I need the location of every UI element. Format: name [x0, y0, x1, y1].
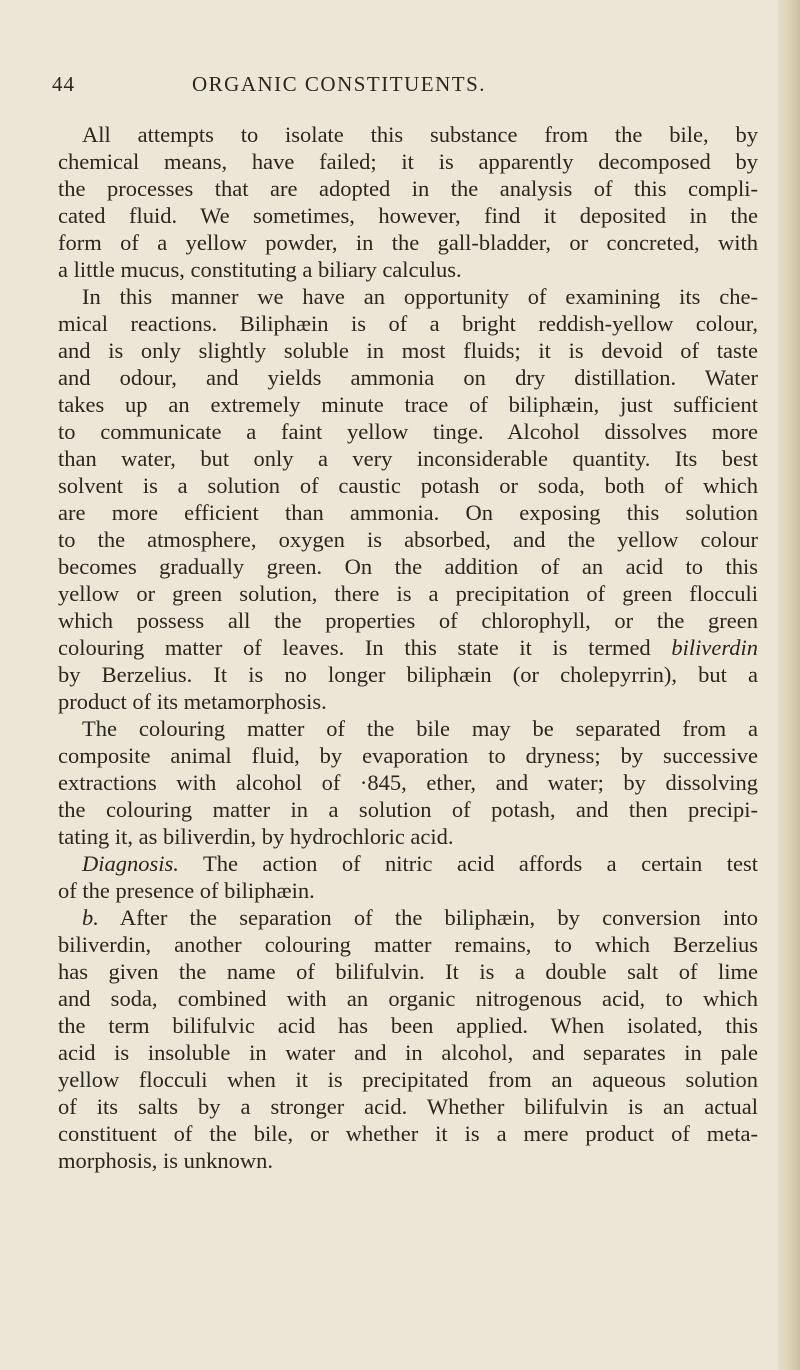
page-title: ORGANIC CONSTITUENTS.	[192, 72, 486, 96]
body-text	[58, 121, 758, 1174]
text-line: the term bilifulvic acid has been applied. When isolated, this	[58, 1013, 758, 1038]
text-line: are more efficient than ammonia. On exposing this solution	[58, 500, 758, 525]
page-edge	[778, 0, 800, 1370]
text-line: by Berzelius. It is no longer biliphæin (or cholepyrrin), but a	[58, 662, 758, 687]
text-line: yellow flocculi when it is precipitated from an aqueous solution	[58, 1067, 758, 1092]
page-number: 44	[52, 72, 75, 96]
text-line: In this manner we have an opportunity of examining its che-	[82, 284, 758, 309]
text-line: than water, but only a very inconsiderable quantity. Its best	[58, 446, 758, 471]
text-line: of the presence of biliphæin.	[58, 878, 315, 903]
text-segment: After the separation of the biliphæin, by conversion into	[119, 905, 758, 930]
text-line: mical reactions. Biliphæin is of a bright reddish-yellow colour,	[58, 311, 758, 336]
text-line: has given the name of bilifulvin. It is a double salt of lime	[58, 959, 758, 984]
text-line: cated fluid. We sometimes, however, find it deposited in the	[58, 203, 758, 228]
text-line: composite animal fluid, by evaporation to dryness; by successive	[58, 743, 758, 768]
text-line: product of its metamorphosis.	[58, 689, 327, 714]
text-line: and is only slightly soluble in most fluids; it is devoid of taste	[58, 338, 758, 363]
text-line: acid is insoluble in water and in alcohol, and separates in pale	[58, 1040, 758, 1065]
text-line: form of a yellow powder, in the gall-bladder, or concreted, with	[58, 230, 758, 255]
text-line: becomes gradually green. On the addition of an acid to this	[58, 554, 758, 579]
text-line: chemical means, have failed; it is apparently decomposed by	[58, 149, 758, 174]
text-line: the colouring matter in a solution of potash, and then precipi-	[58, 797, 758, 822]
text-line: the processes that are adopted in the analysis of this compli-	[58, 176, 758, 201]
text-line: of its salts by a stronger acid. Whether bilifulvin is an actual	[58, 1094, 758, 1119]
text-line: extractions with alcohol of ·845, ether, and water; by dissolving	[58, 770, 758, 795]
text-line: which possess all the properties of chlorophyll, or the green	[58, 608, 758, 633]
text-line: takes up an extremely minute trace of biliphæin, just sufficient	[58, 392, 758, 417]
text-line: The colouring matter of the bile may be separated from a	[82, 716, 758, 741]
text-line: a little mucus, constituting a biliary calculus.	[58, 257, 462, 282]
running-head	[52, 72, 762, 106]
text-line: and soda, combined with an organic nitrogenous acid, to which	[58, 986, 758, 1011]
text-line	[58, 904, 758, 931]
text-line	[58, 850, 758, 877]
italic-heading: Diagnosis.	[82, 851, 179, 876]
text-segment: colouring matter of leaves. In this state it is termed	[58, 635, 651, 660]
text-line: tating it, as biliverdin, by hydrochloric acid.	[58, 824, 454, 849]
text-line: to communicate a faint yellow tinge. Alcohol dissolves more	[58, 419, 758, 444]
text-line: and odour, and yields ammonia on dry distillation. Water	[58, 365, 758, 390]
text-line: morphosis, is unknown.	[58, 1148, 274, 1173]
text-line	[58, 634, 758, 661]
text-segment: The action of nitric acid affords a certain test	[202, 851, 758, 876]
text-line: yellow or green solution, there is a precipitation of green flocculi	[58, 581, 758, 606]
text-line: constituent of the bile, or whether it is a mere product of meta-	[58, 1121, 758, 1146]
text-line: All attempts to isolate this substance from the bile, by	[82, 122, 758, 147]
text-line: biliverdin, another colouring matter remains, to which Berzelius	[58, 932, 758, 957]
text-line: to the atmosphere, oxygen is absorbed, and the yellow colour	[58, 527, 758, 552]
text-line: solvent is a solution of caustic potash or soda, both of which	[58, 473, 758, 498]
italic-term: biliverdin	[671, 635, 759, 660]
italic-marker: b.	[82, 905, 99, 930]
